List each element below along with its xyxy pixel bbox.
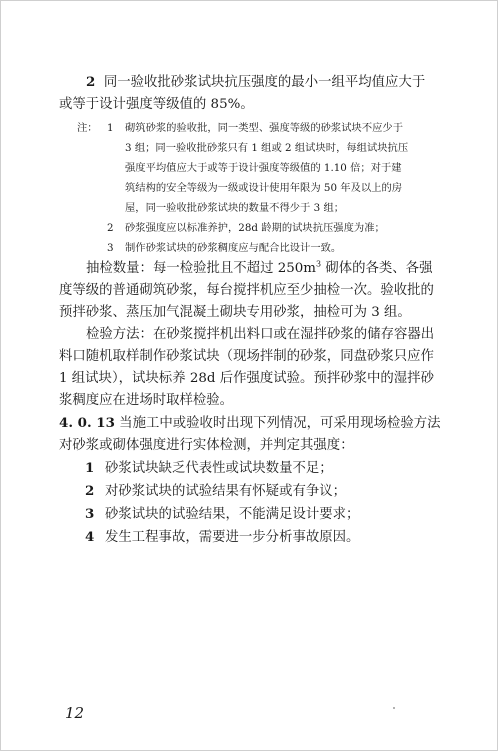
clause-4013-line-2: 对砂浆或砌体强度进行实体检测，并判定其强度： <box>59 438 354 453</box>
page-number: 12 <box>65 704 85 722</box>
clause-4013-text: 当施工中或验收时出现下列情况，可采用现场检验方法 <box>114 416 441 431</box>
note-item-1 <box>59 118 461 138</box>
list-item <box>59 503 461 526</box>
list-item <box>59 457 461 480</box>
note-item-3 <box>59 238 461 258</box>
method-line-3: 1 组试块），试块标养 28d 后作强度试验。预拌砂浆中的湿拌砂 <box>59 371 434 386</box>
list-item-text: 对砂浆试块的试验结果有怀疑或有争议； <box>105 484 347 499</box>
note-item-line: 筑结构的安全等级为一级或设计使用年限为 50 年及以上的房 <box>125 182 403 194</box>
note-label: 注： <box>77 122 98 134</box>
list-item-text: 发生工程事故，需要进一步分析事故原因。 <box>105 530 360 545</box>
list-item-number: 4 <box>85 529 95 545</box>
method-line-2: 料口随机取样制作砂浆试块（现场拌制的砂浆，同盘砂浆只应作 <box>59 349 434 364</box>
page-content <box>59 71 461 549</box>
clause-4013-line-1 <box>59 412 461 435</box>
note-item-line: 强度平均值应大于或等于设计强度等级值的 1.10 倍；对于建 <box>125 162 402 174</box>
note-item-text: 砌筑砂浆的验收批，同一类型、强度等级的砂浆试块不应少于 <box>125 122 404 134</box>
note-item-2 <box>59 218 461 238</box>
clause-2-text: 同一验收批砂浆试块抗压强度的最小一组平均值应大于 <box>103 75 426 90</box>
list-item-number: 1 <box>85 460 95 476</box>
note-block <box>59 118 461 258</box>
sampling-text: 砌体的各类、各强 <box>321 261 433 276</box>
cubic-superscript: 3 <box>315 259 322 269</box>
note-item-number: 3 <box>107 242 114 254</box>
method-line-1: 检验方法：在砂浆搅拌机出料口或在湿拌砂浆的储存容器出 <box>86 327 435 342</box>
clause-4013-number: 4. 0. 13 <box>59 415 115 431</box>
clause-2-line-2: 或等于设计强度等级值的 85%。 <box>59 97 254 112</box>
list-item-text: 砂浆试块的试验结果，不能满足设计要求； <box>105 507 360 522</box>
sampling-line-3: 预拌砂浆、蒸压加气混凝土砌块专用砂浆，抽检可为 3 组。 <box>59 305 411 320</box>
sampling-text: 抽检数量：每一检验批且不超过 250m <box>86 261 316 276</box>
list-item <box>59 480 461 503</box>
note-item-text: 制作砂浆试块的砂浆稠度应与配合比设计一致。 <box>125 242 342 254</box>
list-item-number: 2 <box>85 483 95 499</box>
note-item-number: 2 <box>107 222 114 234</box>
note-item-number: 1 <box>107 122 114 134</box>
sampling-line-1 <box>59 258 461 280</box>
list-item-number: 3 <box>85 506 95 522</box>
list-item-text: 砂浆试块缺乏代表性或试块数量不足； <box>105 461 333 476</box>
list-item <box>59 526 461 549</box>
sampling-line-2: 度等级的普通砌筑砂浆，每台搅拌机应至少抽检一次。验收批的 <box>59 283 434 298</box>
note-item-text: 砂浆强度应以标准养护，28d 龄期的试块抗压强度为准； <box>125 222 385 234</box>
note-item-line: 屋，同一验收批砂浆试块的数量不得少于 3 组； <box>125 202 345 214</box>
method-line-4: 浆稠度应在进场时取样检验。 <box>59 393 234 408</box>
clause-2-line-1 <box>59 71 461 94</box>
note-item-line: 3 组；同一验收批砂浆只有 1 组或 2 组试块时，每组试块抗压 <box>125 142 409 154</box>
clause-2-number: 2 <box>86 74 96 90</box>
scan-speck <box>393 707 395 709</box>
